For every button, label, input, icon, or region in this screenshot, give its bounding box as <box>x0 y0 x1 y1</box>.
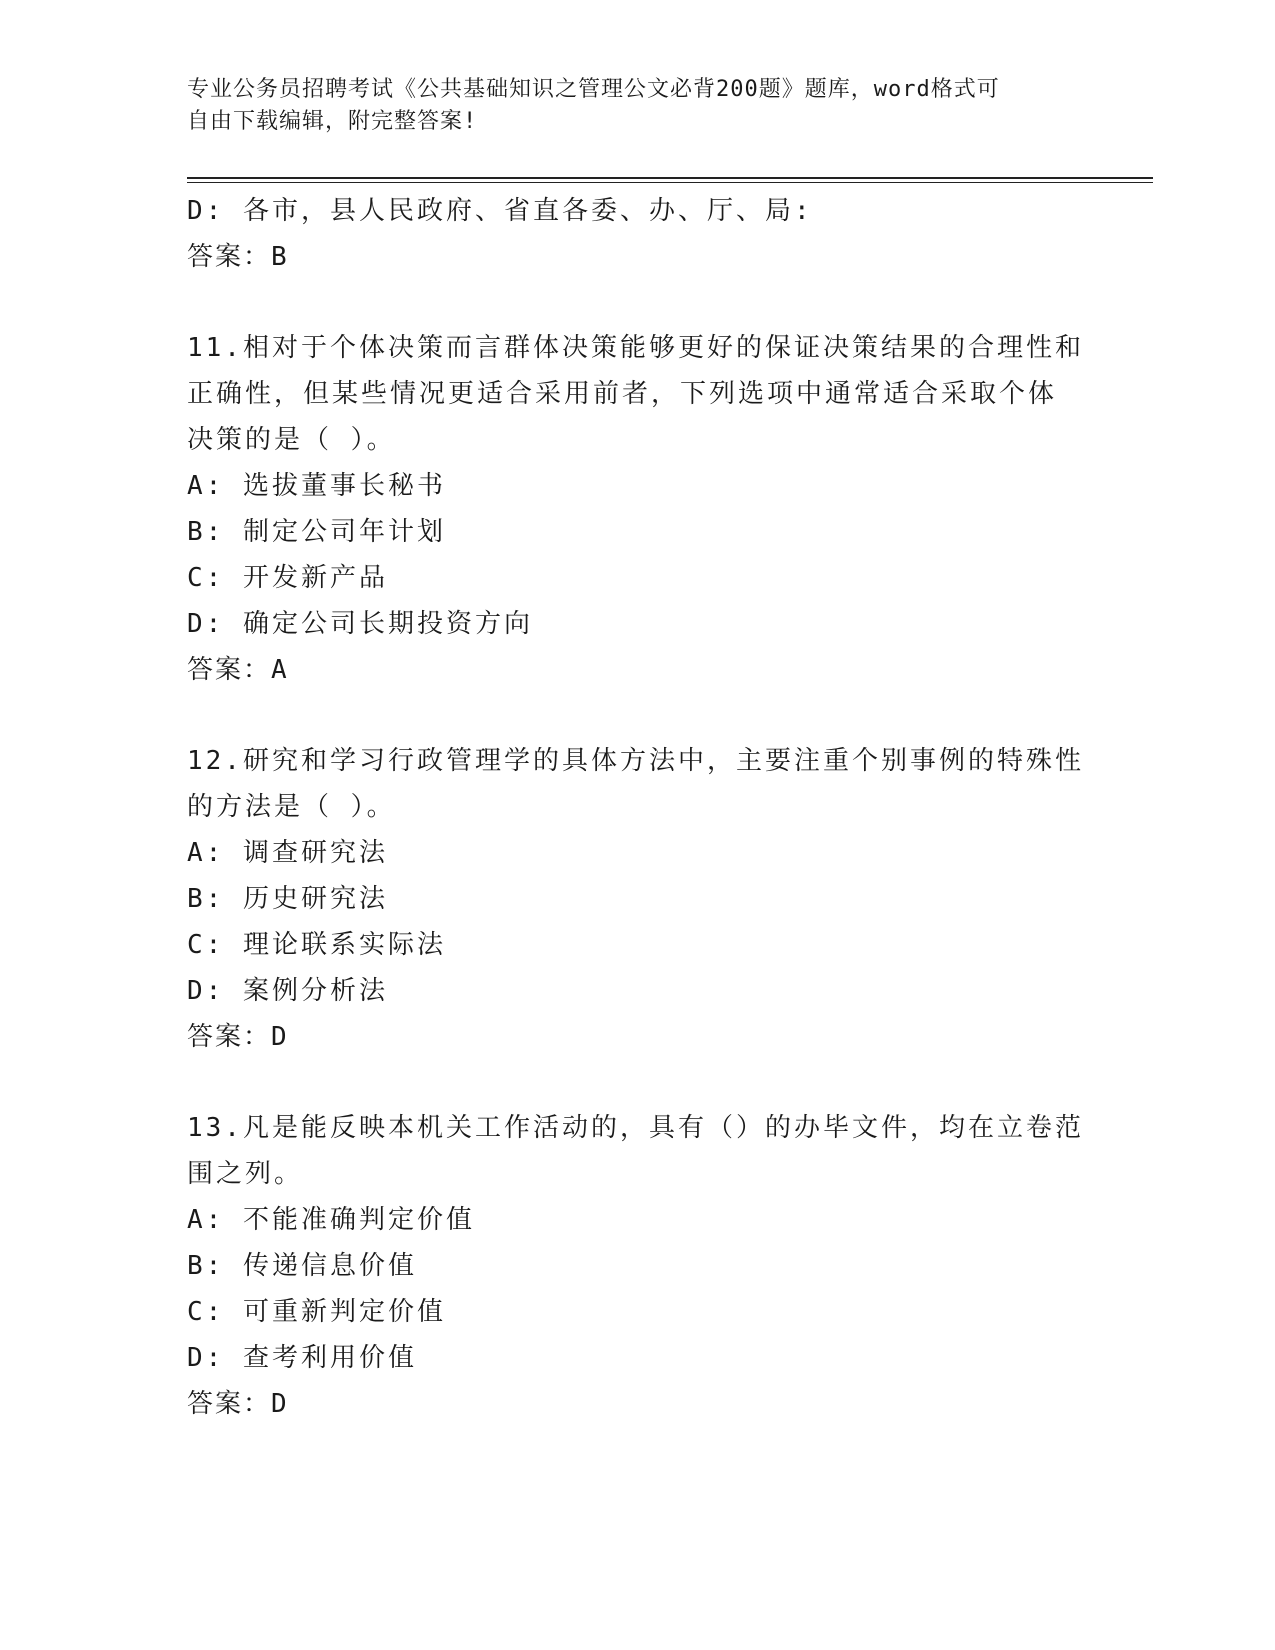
option-a: A: 选拔董事长秘书 <box>187 471 446 501</box>
spacer <box>187 280 1087 325</box>
question-13 <box>187 1105 1087 1427</box>
prev-answer: 答案：B <box>187 242 289 272</box>
question-text-line: 正确性，但某些情况更适合采用前者，下列选项中通常适合采取个体 <box>187 379 1058 409</box>
option-d: D: 查考利用价值 <box>187 1343 417 1373</box>
question-text-line: 的方法是（ ）。 <box>187 792 396 822</box>
spacer <box>187 693 1087 738</box>
question-11 <box>187 325 1087 693</box>
question-text-line: 12.研究和学习行政管理学的具体方法中，主要注重个别事例的特殊性 <box>187 746 1084 776</box>
answer: 答案：D <box>187 1389 289 1419</box>
header-line-2: 自由下载编辑，附完整答案! <box>187 109 478 134</box>
option-a: A: 不能准确判定价值 <box>187 1205 475 1235</box>
option-b: B: 制定公司年计划 <box>187 517 446 547</box>
option-a: A: 调查研究法 <box>187 838 388 868</box>
document-header <box>187 74 1067 138</box>
option-c: C: 开发新产品 <box>187 563 388 593</box>
question-text-line: 11.相对于个体决策而言群体决策能够更好的保证决策结果的合理性和 <box>187 333 1084 363</box>
option-b: B: 传递信息价值 <box>187 1251 417 1281</box>
prev-option-d: D: 各市，县人民政府、省直各委、办、厅、局: <box>187 196 813 226</box>
header-divider-thin <box>187 182 1153 183</box>
option-c: C: 理论联系实际法 <box>187 930 446 960</box>
header-divider-thick <box>187 177 1153 179</box>
header-line-1: 专业公务员招聘考试《公共基础知识之管理公文必背200题》题库，word格式可 <box>187 77 1000 102</box>
spacer <box>187 1060 1087 1105</box>
question-text-line: 13.凡是能反映本机关工作活动的，具有（）的办毕文件，均在立卷范 <box>187 1113 1084 1143</box>
question-text-line: 围之列。 <box>187 1159 304 1189</box>
answer: 答案：D <box>187 1022 289 1052</box>
question-12 <box>187 738 1087 1060</box>
answer: 答案：A <box>187 655 289 685</box>
option-d: D: 案例分析法 <box>187 976 388 1006</box>
question-text-line: 决策的是（ ）。 <box>187 425 396 455</box>
option-d: D: 确定公司长期投资方向 <box>187 609 533 639</box>
document-body <box>187 188 1087 1427</box>
option-c: C: 可重新判定价值 <box>187 1297 446 1327</box>
option-b: B: 历史研究法 <box>187 884 388 914</box>
